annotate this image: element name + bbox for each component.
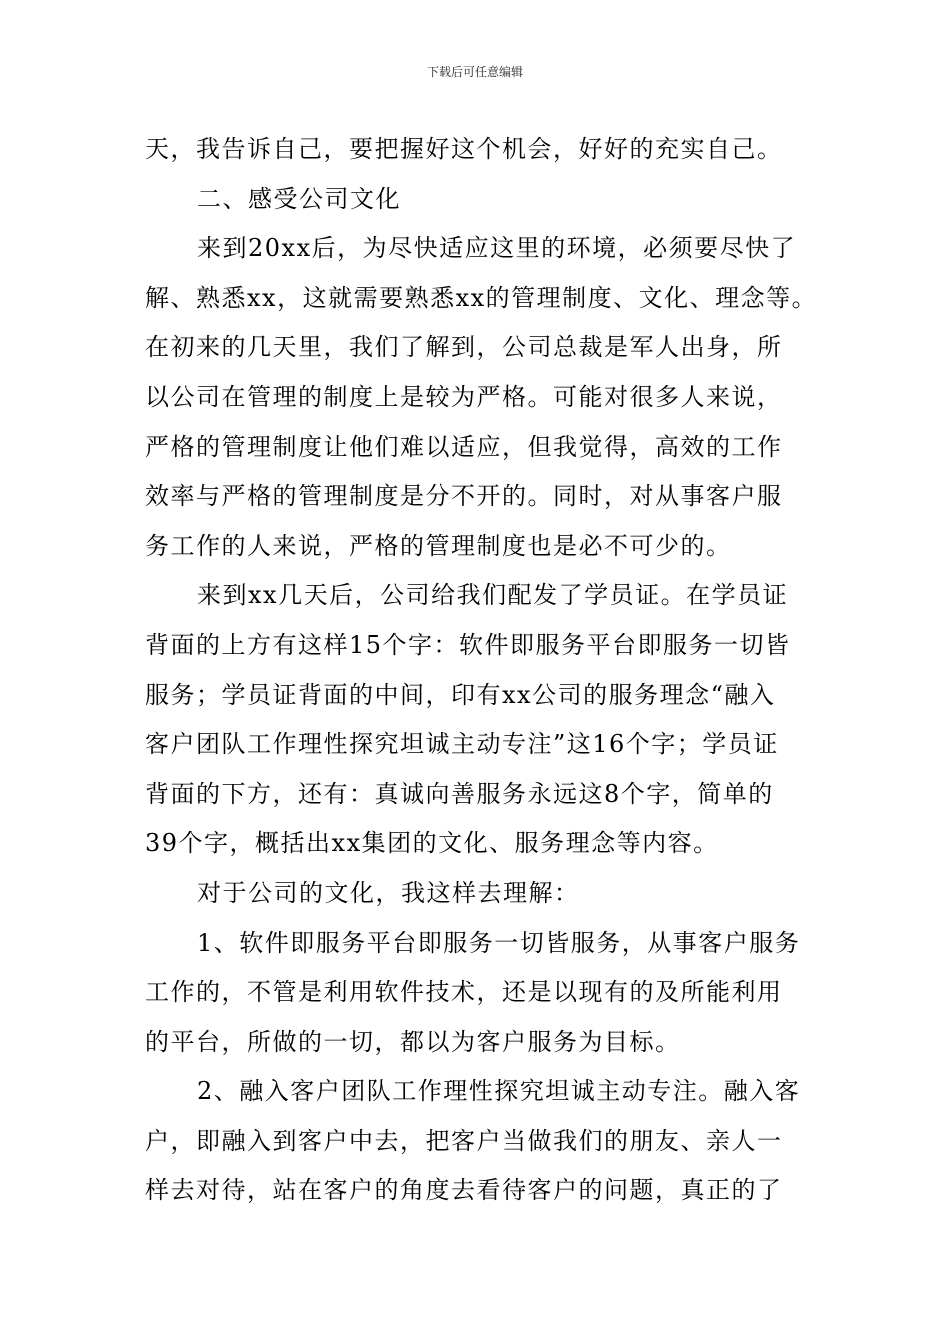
- text-line: 服务；学员证背面的中间，印有xx公司的服务理念“融入: [145, 680, 776, 709]
- text-line: 来到xx几天后，公司给我们配发了学员证。在学员证: [197, 581, 789, 610]
- text-line: 客户团队工作理性探究坦诚主动专注”这16个字；学员证: [145, 730, 779, 759]
- text-line: 以公司在管理的制度上是较为严格。可能对很多人来说，: [145, 382, 783, 411]
- text-line: 在初来的几天里，我们了解到，公司总裁是军人出身，所: [145, 333, 783, 362]
- list-item: 1、软件即服务平台即服务一切皆服务，从事客户服务: [197, 928, 801, 957]
- list-item: 2、融入客户团队工作理性探究坦诚主动专注。融入客: [197, 1077, 801, 1106]
- text-line: 解、熟悉xx，这就需要熟悉xx的管理制度、文化、理念等。: [145, 283, 818, 312]
- text-line: 工作的，不管是利用软件技术，还是以现有的及所能利用: [145, 978, 783, 1007]
- text-line: 效率与严格的管理制度是分不开的。同时，对从事客户服: [145, 482, 783, 511]
- text-line: 严格的管理制度让他们难以适应，但我觉得，高效的工作: [145, 432, 783, 461]
- text-line: 来到20xx后，为尽快适应这里的环境，必须要尽快了: [197, 234, 797, 263]
- text-line: 务工作的人来说，严格的管理制度也是必不可少的。: [145, 531, 732, 560]
- document-body: [145, 125, 818, 1216]
- text-line: 对于公司的文化，我这样去理解：: [197, 878, 580, 907]
- text-line: 背面的上方有这样15个字：软件即服务平台即服务一切皆: [145, 630, 791, 659]
- section-heading: 二、感受公司文化: [197, 184, 401, 213]
- text-line: 户，即融入到客户中去，把客户当做我们的朋友、亲人一: [145, 1126, 783, 1155]
- text-line: 背面的下方，还有：真诚向善服务永远这8个字，简单的: [145, 779, 774, 808]
- text-line: 天，我告诉自己，要把握好这个机会，好好的充实自己。: [145, 135, 783, 163]
- page-header: 下载后可任意编辑: [426, 65, 523, 79]
- text-line: 的平台，所做的一切，都以为客户服务为目标。: [145, 1027, 681, 1056]
- text-line: 样去对待，站在客户的角度去看待客户的问题，真正的了: [145, 1176, 783, 1205]
- text-line: 39个字，概括出xx集团的文化、服务理念等内容。: [145, 829, 719, 858]
